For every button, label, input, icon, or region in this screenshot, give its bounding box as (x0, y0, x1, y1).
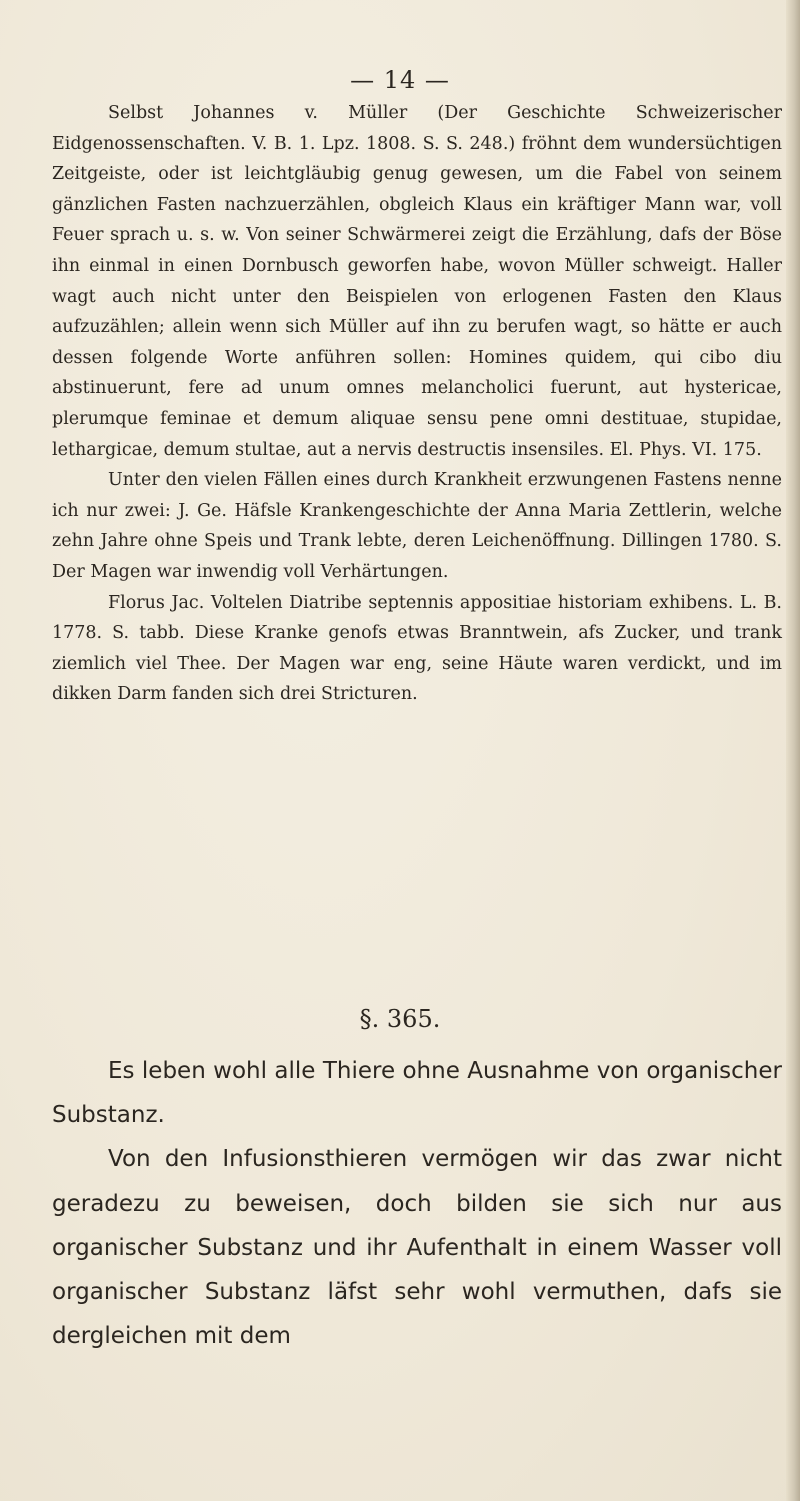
footnote-block (52, 98, 782, 710)
footnote-paragraph-2: Unter den vielen Fällen eines durch Krankheit erzwungenen Fastens nenne ich nur zwei: J. Ge. Häfsle Krankengeschichte der Anna Maria Zettlerin, welche zehn Jahre ohne Speis und Trank lebte, deren Leichenöffnung. Dillingen 1780. S. Der Magen war inwendig voll Verhärtungen. (52, 470, 782, 582)
footnote-paragraph-3: Florus Jac. Voltelen Diatribe septennis appositiae historiam exhibens. L. B. 1778. S. tabb. Diese Kranke genofs etwas Branntwein, afs Zucker, und trank ziemlich viel Thee. Der Magen war eng, seine Häute waren verdickt, und im dikken Darm fanden sich drei Stricturen. (52, 592, 782, 705)
footnote-paragraph-1: Selbst Johannes v. Müller (Der Geschichte Schweizerischer Eidgenossenschaften. V. B. 1. Lpz. 1808. S. S. 248.) fröhnt dem wundersüchtigen Zeitgeiste, oder ist leichtgläubig genug gewesen, um die Fabel von seinem gänzlichen Fasten nachzuerzählen, obgleich Klaus ein kräftiger Mann war, voll Feuer sprach u. s. w. Von seiner Schwärmerei zeigt die Erzählung, dafs der Böse ihn einmal in einen Dornbusch geworfen habe, wovon Müller schweigt. Haller wagt auch nicht unter den Beispielen von erlogenen Fasten den Klaus aufzuzählen; allein wenn sich Müller auf ihn zu berufen wagt, so hätte er auch dessen folgende Worte anführen sollen: Homines quidem, qui cibo diu abstinuerunt, fere ad unum omnes melancholici fuerunt, aut hystericae, plerumque feminae et demum aliquae sensu pene omni destituae, stupidae, lethargicae, demum stultae, aut a nervis destructis insensiles. El. Phys. VI. 175. (52, 103, 782, 460)
main-text-block (52, 1049, 782, 1358)
section-number: §. 365. (359, 1005, 441, 1033)
main-paragraph-2: Von den Infusionsthieren vermögen wir das zwar nicht geradezu zu beweisen, doch bilden sie sich nur aus organischer Substanz und ihr Aufenthalt in einem Wasser voll organischer Substanz läfst sehr wohl vermuthen, dafs sie dergleichen mit dem (52, 1146, 782, 1350)
main-paragraph-1: Es leben wohl alle Thiere ohne Ausnahme von organischer Substanz. (52, 1058, 782, 1129)
page-number-header: — 14 — (350, 66, 450, 94)
page-edge (786, 0, 800, 1501)
